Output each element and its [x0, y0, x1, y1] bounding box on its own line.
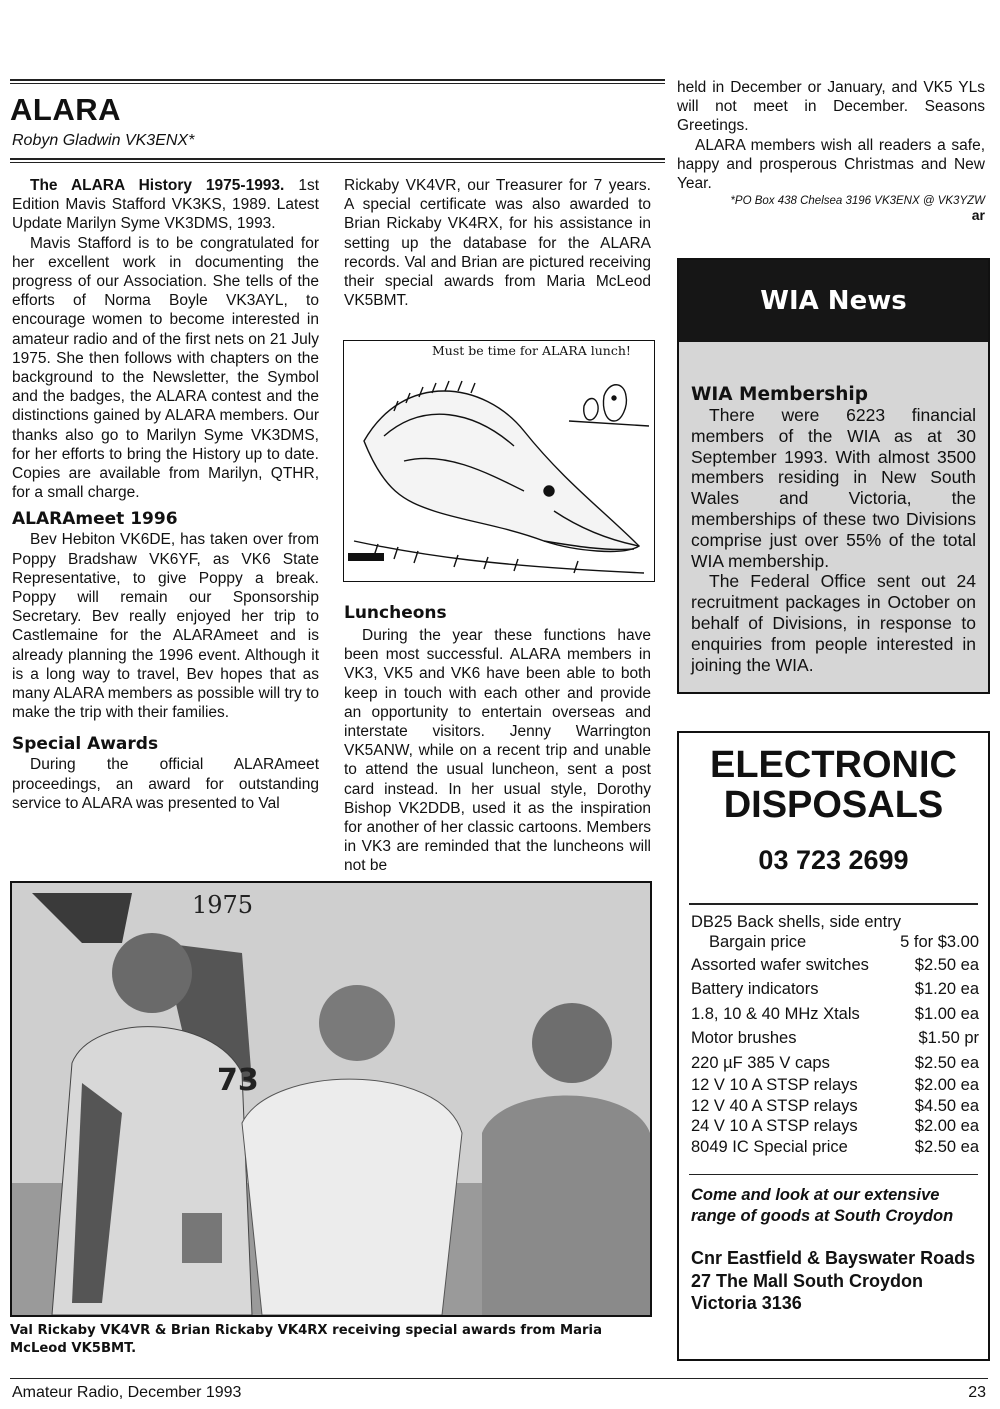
ad-name-line-2: DISPOSALS [723, 784, 944, 826]
ad-item-price: $1.50 pr [918, 1029, 979, 1048]
top-rule [10, 79, 665, 81]
photo-caption: Val Rickaby VK4VR & Brian Rickaby VK4RX receiving special awards from Maria McLeod VK5BMT. [10, 1323, 602, 1356]
ad-item-list [691, 953, 979, 1158]
end-mark: ar [971, 207, 985, 224]
ad-price-row [691, 1075, 979, 1096]
footer-page-number: 23 [968, 1384, 986, 1401]
ad-item-name: 1.8, 10 & 40 MHz Xtals [691, 1004, 860, 1023]
ad-address-line-3: Victoria 3136 [691, 1293, 802, 1314]
luncheons-continued: held in December or January, and VK5 YLs will not meet in December. Seasons Greetings. [677, 79, 985, 135]
ad-item-price: $2.50 ea [914, 955, 979, 974]
season-wishes: ALARA members wish all readers a safe, happy and prosperous Christmas and New Year. [677, 136, 985, 193]
column-2-lower [344, 603, 651, 876]
wia-membership-heading: WIA Membership [691, 384, 868, 405]
ad-first-item: DB25 Back shells, side entry [691, 912, 902, 931]
ad-price-row [691, 1137, 979, 1158]
wia-membership-body: There were 6223 financial members of the WIA as at 30 September 1993. With almost 3500 members residing in New South Wales and Victoria, the memberships of these two Divisions comprise just over 55% of the total WIA membership. [691, 405, 976, 571]
cartoon-caption: Must be time for ALARA lunch! [432, 343, 631, 358]
ad-price-row [691, 1002, 979, 1027]
photo-scene [12, 883, 650, 1315]
ad-item-price: $2.50 ea [914, 1137, 979, 1156]
ad-item-price: $1.00 ea [914, 1004, 979, 1023]
ad-item-name: Assorted wafer switches [691, 955, 869, 974]
ad-item-name: 12 V 40 A STSP relays [691, 1096, 858, 1115]
ad-item-price: $4.50 ea [914, 1096, 979, 1115]
crocodile-illustration [344, 341, 654, 581]
ad-item-name: 8049 IC Special price [691, 1137, 848, 1156]
meet-body: Bev Hebiton VK6DE, has taken over from Poppy Bradshaw VK6YF, as VK6 State Representative, to give Poppy a break. Poppy will remain our Sponsorship Secretary. Bev really enjoyed her trip to Castlemaine for the ALARAmeet and is already planning the 1996 event. Although it is a long way to travel, Bev hopes that as many ALARA members as possible will try to make the trip with their families. [12, 531, 319, 722]
ad-item-price: $2.00 ea [914, 1117, 979, 1136]
history-body: Mavis Stafford is to be congratulated for her excellent work in documenting the progress of our Association. She tells of the efforts of Norma Boyle VK3AYL, to encourage women to become interested in amateur radio and of the first nets on 21 July 1975. She then follows with chapters on the background to the Newsletter, the Symbol and the badges, the ALARA contest and the distinctions gained by ALARA members. Our thanks also go to Marilyn Syme VK3DMS, for her efforts to bring the History up to date. Copies are available from Marilyn, QTHR, for a small charge. [12, 234, 319, 502]
awards-photo [10, 881, 652, 1317]
ad-name-line-1: ELECTRONIC [710, 744, 957, 786]
column-1 [12, 176, 319, 813]
ad-item-name: Battery indicators [691, 980, 819, 999]
history-intro: 1st Edition Mavis Stafford VK3KS, 1989. Latest Update Marilyn Syme VK3DMS, 1993. [12, 177, 319, 233]
article-title: ALARA [10, 92, 121, 127]
ad-address-line-2: 27 The Mall South Croydon [691, 1270, 924, 1291]
luncheons-body: During the year these functions have been most successful. ALARA members in VK3, VK5 and VK6 have been able to both keep in touch with each other and provide an opportunity to entertain overseas and interstate visitors. Jenny Warrington VK5ANW, while on a recent trip and unable to attend the usual luncheon, sent a post card instead. In her usual style, Dorothy Bishop VK2DDB, used it as the inspiration for another of her classic cartoons. Members in VK3 are reminded that the luncheons will not be [344, 627, 651, 875]
column-2 [344, 176, 651, 310]
awards-body: During the official ALARAmeet proceedings, an award for outstanding service to ALARA was presented to Val [12, 756, 319, 812]
article-byline: Robyn Gladwin VK3ENX* [12, 132, 195, 149]
ad-item-name: 12 V 10 A STSP relays [691, 1076, 858, 1095]
ad-price-row [691, 1026, 979, 1051]
wia-recruitment-body: The Federal Office sent out 24 recruitment packages in October on behalf of Divisions, in response to enquiries from people interested in joining the WIA. [691, 571, 976, 675]
history-paragraph [12, 176, 319, 234]
ad-phone: 03 723 2699 [758, 845, 909, 875]
electronic-disposals-ad [677, 731, 990, 1361]
history-heading: The ALARA History 1975-1993. [30, 177, 285, 194]
ad-item-name: 220 µF 385 V caps [691, 1053, 830, 1072]
ad-first-item-price-row [691, 932, 979, 953]
wia-news-banner: WIA News [679, 260, 988, 342]
column-3-top [677, 78, 985, 223]
ad-first-item-price: 5 for $3.00 [900, 933, 979, 952]
ad-address-line-1: Cnr Eastfield & Bayswater Roads [691, 1248, 976, 1269]
crocodile-cartoon [343, 340, 655, 582]
ad-price-row [691, 953, 979, 978]
ad-item-name: Motor brushes [691, 1029, 797, 1048]
awards-continued: Rickaby VK4VR, our Treasurer for 7 years. A special certificate was also awarded to Brian Rickaby VK4RX, for his assistance in setting up the database for the ALARA records. Val and Brian are pictured receiving their special awards from Maria McLeod VK5BMT. [344, 177, 651, 310]
title-rule-2 [10, 162, 665, 163]
luncheons-heading: Luncheons [344, 603, 447, 623]
ad-first-item-sub: Bargain price [709, 933, 807, 952]
author-address: *PO Box 438 Chelsea 3196 VK3ENX @ VK3YZW [730, 195, 985, 208]
ad-item-price: $2.50 ea [914, 1053, 979, 1072]
ad-item-name: 24 V 10 A STSP relays [691, 1117, 858, 1136]
meet-heading: ALARAmeet 1996 [12, 509, 178, 530]
ad-item-price: $2.00 ea [914, 1076, 979, 1095]
ad-item-price: $1.20 ea [914, 980, 979, 999]
ad-slogan: Come and look at our extensive range of goods at South Croydon [691, 1186, 954, 1226]
photo-sign-number: 73 [217, 1063, 259, 1098]
ad-price-row [691, 977, 979, 1002]
footer-publication: Amateur Radio, December 1993 [12, 1384, 242, 1401]
photo-banner-year: 1975 [192, 891, 254, 919]
awards-heading: Special Awards [12, 734, 159, 755]
top-rule-2 [10, 83, 665, 84]
ad-price-row [691, 1096, 979, 1117]
ad-price-row [691, 1051, 979, 1076]
ad-price-row [691, 1116, 979, 1137]
wia-news-box [677, 258, 990, 694]
title-rule [10, 158, 665, 160]
ad-price-list [679, 905, 988, 1158]
footer-rule [10, 1378, 988, 1379]
